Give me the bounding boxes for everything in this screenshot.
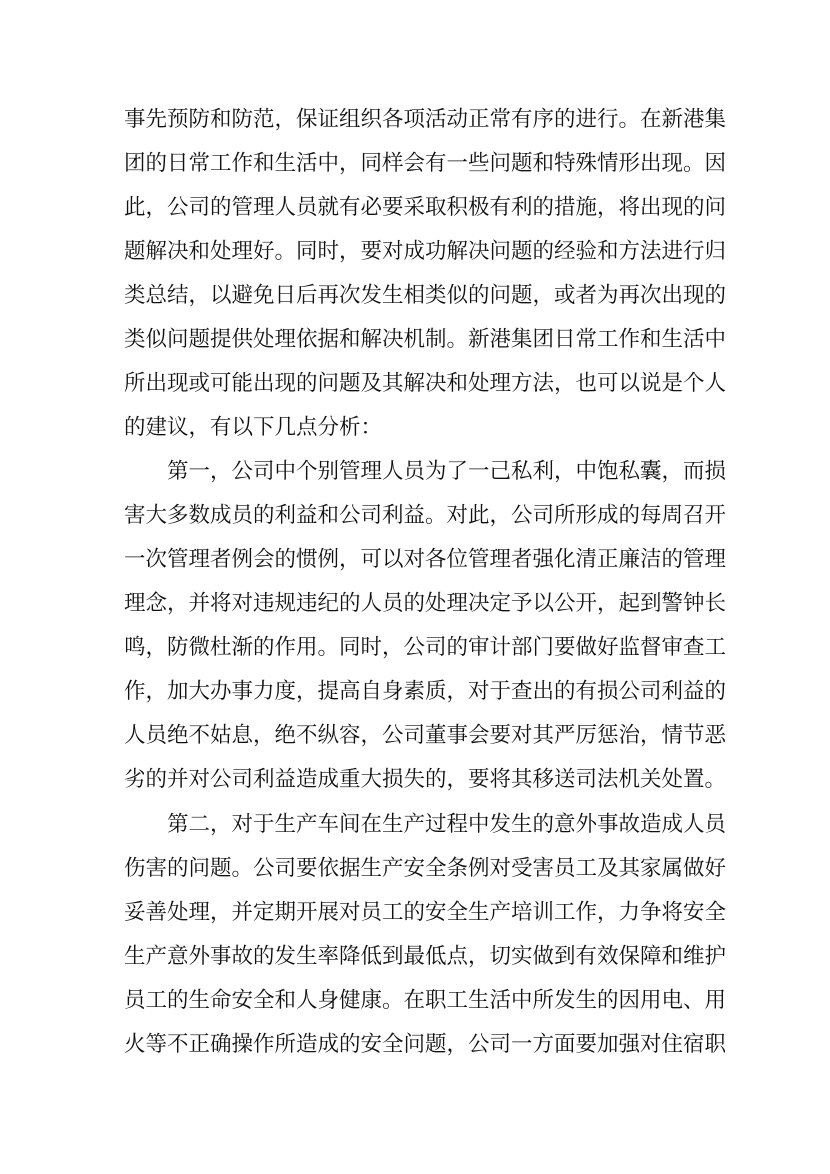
body-line: 的建议，有以下几点分析： xyxy=(124,415,383,440)
body-line: 团的日常工作和生活中，同样会有一些问题和特殊情形出现。因 xyxy=(124,151,727,176)
body-line: 人员绝不姑息，绝不纵容，公司董事会要对其严厉惩治，情节恶 xyxy=(124,723,727,748)
body-line: 作，加大办事力度，提高自身素质，对于查出的有损公司利益的 xyxy=(124,679,727,704)
body-line: 伤害的问题。公司要依据生产安全条例对受害员工及其家属做好 xyxy=(124,856,727,881)
body-line: 妥善处理，并定期开展对员工的安全生产培训工作，力争将安全 xyxy=(124,900,727,925)
body-line: 一次管理者例会的惯例，可以对各位管理者强化清正廉洁的管理 xyxy=(124,547,727,572)
body-line: 类总结，以避免日后再次发生相类似的问题，或者为再次出现的 xyxy=(124,283,727,308)
paragraph-1-first-line: 第一，公司中个别管理人员为了一己私利，中饱私囊，而损 xyxy=(167,459,727,484)
body-line: 此，公司的管理人员就有必要采取积极有利的措施，将出现的问 xyxy=(124,195,727,220)
body-line: 火等不正确操作所造成的安全问题，公司一方面要加强对住宿职 xyxy=(124,1032,727,1057)
body-line: 生产意外事故的发生率降低到最低点，切实做到有效保障和维护 xyxy=(124,944,727,969)
body-line: 题解决和处理好。同时，要对成功解决问题的经验和方法进行归 xyxy=(124,239,727,264)
body-line: 员工的生命安全和人身健康。在职工生活中所发生的因用电、用 xyxy=(124,988,727,1013)
body-line: 事先预防和防范，保证组织各项活动正常有序的进行。在新港集 xyxy=(124,107,727,132)
body-line: 劣的并对公司利益造成重大损失的，要将其移送司法机关处置。 xyxy=(124,767,727,792)
paragraph-2-first-line: 第二，对于生产车间在生产过程中发生的意外事故造成人员 xyxy=(167,812,727,837)
body-line: 所出现或可能出现的问题及其解决和处理方法，也可以说是个人 xyxy=(124,371,727,396)
body-line: 害大多数成员的利益和公司利益。对此，公司所形成的每周召开 xyxy=(124,503,727,528)
body-line: 类似问题提供处理依据和解决机制。新港集团日常工作和生活中 xyxy=(124,327,727,352)
body-line: 鸣，防微杜渐的作用。同时，公司的审计部门要做好监督审查工 xyxy=(124,635,727,660)
body-line: 理念，并将对违规违纪的人员的处理决定予以公开，起到警钟长 xyxy=(124,591,727,616)
